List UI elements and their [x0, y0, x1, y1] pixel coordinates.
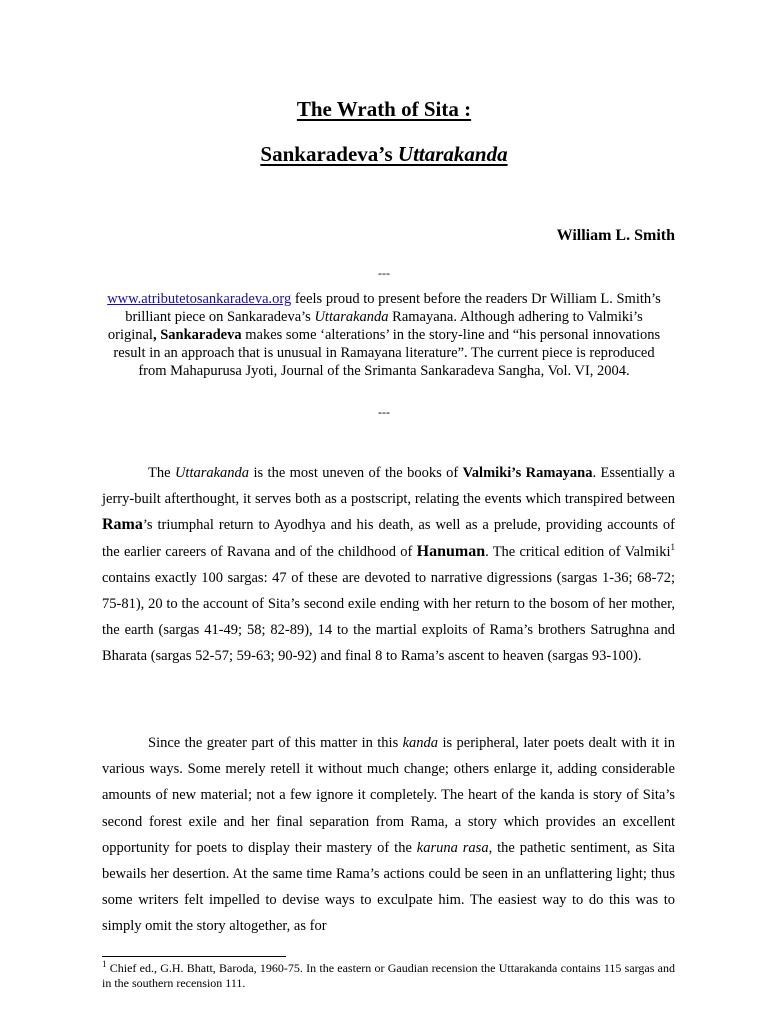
- p1-text-5: . The critical edition of Valmiki: [485, 543, 671, 560]
- p2-italic-2: karuna rasa: [416, 839, 489, 856]
- footnote-ref: 1: [670, 541, 675, 552]
- intro-bold-1: , Sankaradeva: [152, 327, 242, 343]
- subtitle-prefix: Sankaradeva’s: [260, 142, 398, 166]
- title-line-2: [0, 140, 768, 168]
- p1-text-4: ’s triumphal return to Ayodhya and his death, as well as a prelude, providing accounts of the earlier careers of Ravana and of the childhood of: [102, 517, 675, 560]
- intro-text-3: makes some ‘alterations’ in the story-line and “his personal innovations result in an approach that is unusual in Ramayana literature”. The current piece is reproduced from Mahapurusa Jyoti, Journal of the Srimanta Sankaradeva Sangha, Vol. VI, 2004.: [113, 327, 661, 379]
- p1-text-3: . Essentially a jerry-built afterthought, it serves both as a postscript, relating the events which transpired between: [102, 465, 675, 508]
- title-line-1: [0, 95, 768, 123]
- subtitle-italic: Uttarakanda: [397, 142, 508, 166]
- title-text: The Wrath of Sita :: [296, 97, 472, 121]
- body-paragraph-2: [102, 730, 675, 944]
- p2-text-2: is peripheral, later poets dealt with it in various ways. Some merely retell it without much change; others enlarge it, adding considerable amounts of new material; not a few ignore it completely. The heart of the kanda is story of Sita’s second forest exile and her final separation from Rama, a story which provides an excellent opportunity for poets to display their mastery of the: [102, 735, 675, 856]
- p1-text-1: The: [148, 465, 175, 481]
- footnote-number: 1: [102, 959, 107, 969]
- intro-text-1: feels proud to present before the readers Dr William L. Smith’s brilliant piece on Sankaradeva’s: [125, 291, 661, 325]
- subtitle-text: [260, 142, 507, 166]
- p2-text-3: , the pathetic sentiment, as Sita bewails her desertion. At the same time Rama’s actions could be seen in an unflattering light; thus some writers felt impelled to devise ways to exculpate him. The easiest way to do this was to simply omit the story altogether, as for: [102, 839, 675, 935]
- separator-bottom: ---: [378, 405, 390, 419]
- p1-bold-2: Rama: [102, 516, 143, 534]
- intro-text-2: Ramayana. Although adhering to Valmiki’s original: [107, 309, 643, 343]
- separator-top: ---: [378, 266, 390, 280]
- author-name: William L. Smith: [556, 227, 675, 244]
- p1-bold-3: Hanuman: [416, 542, 486, 560]
- p1-text-2: is the most uneven of the books of: [249, 465, 463, 481]
- p1-italic-1: Uttarakanda: [174, 465, 250, 481]
- p1-bold-1: Valmiki’s Ramayana: [462, 465, 593, 481]
- p1-text-6: contains exactly 100 sargas: 47 of these are devoted to narrative digressions (sargas 1-36; 68-72; 75-81), 20 to the account of Sita’s second exile ending with her return to the bosom of her mother, the earth (sargas 41-49; 58; 82-89), 14 to the martial exploits of Rama’s brothers Satrughna and Bharata (sargas 52-57; 59-63; 90-92) and final 8 to Rama’s ascent to heaven (sargas 93-100).: [102, 569, 675, 665]
- p2-italic-1: kanda: [402, 735, 439, 751]
- intro-italic-1: Uttarakanda: [314, 309, 389, 325]
- website-link[interactable]: www.atributetosankaradeva.org: [107, 291, 292, 307]
- body-paragraph-1: [102, 460, 675, 670]
- footnote: [102, 961, 675, 991]
- footnote-divider: [102, 956, 286, 957]
- p2-text-1: Since the greater part of this matter in this: [148, 735, 403, 751]
- footnote-text: Chief ed., G.H. Bhatt, Baroda, 1960-75. In the eastern or Gaudian recension the Uttarakanda contains 115 sargas and in the southern recension 111.: [102, 961, 675, 990]
- intro-note: [100, 290, 668, 380]
